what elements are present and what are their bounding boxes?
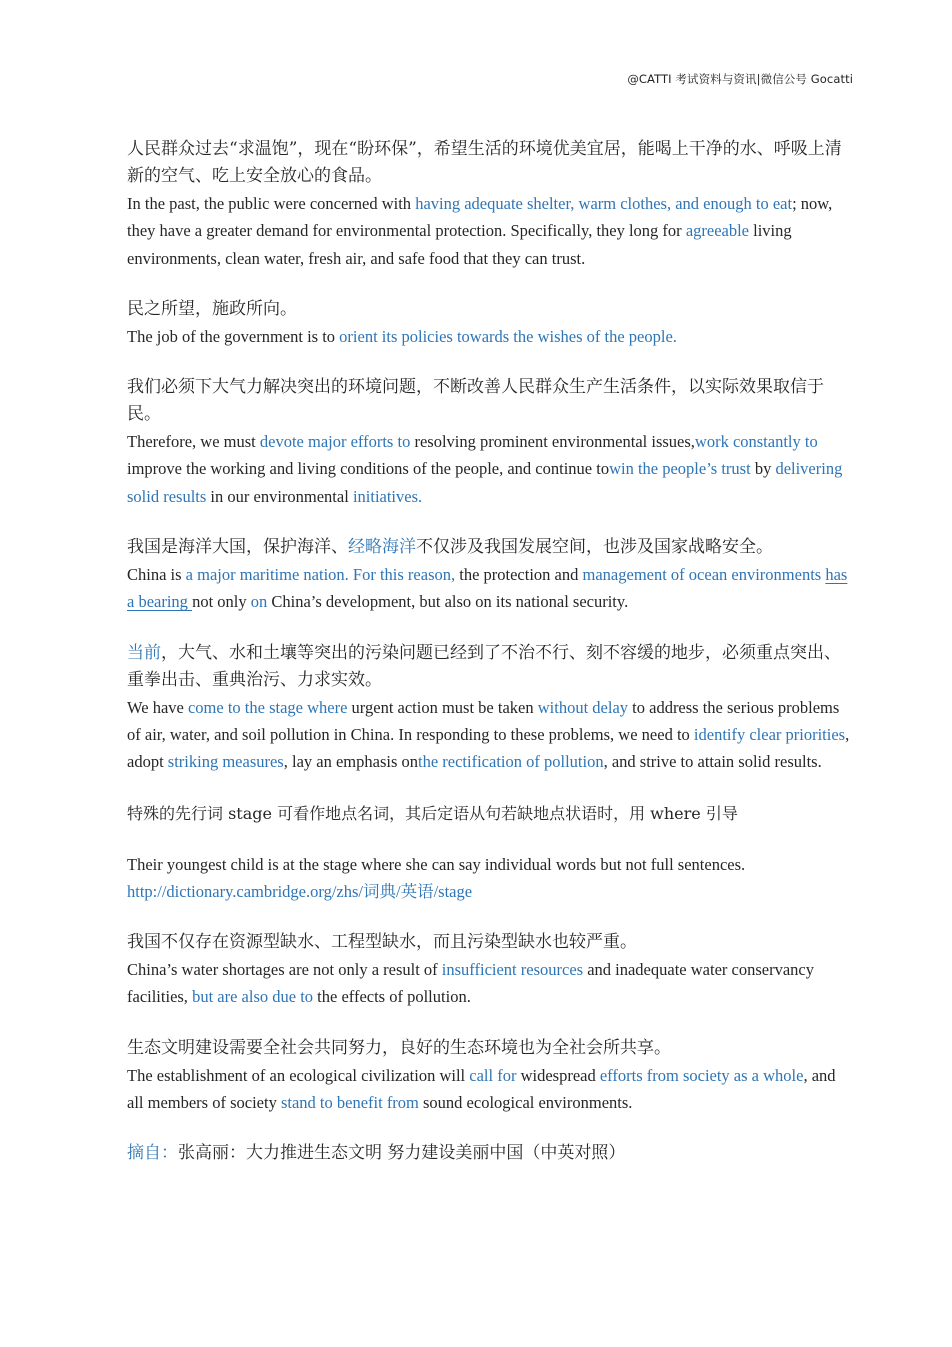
text-run: , adopt [127, 724, 850, 772]
text-run: improve the working and living conditions of the people, and continue to [127, 459, 610, 479]
chinese-text: 生态文明建设需要全社会共同努力，良好的生态环境也为全社会所共享。 [127, 1037, 671, 1058]
text-run: resolving prominent environmental issues, [410, 432, 695, 452]
text-run: The establishment of an ecological civilization will [127, 1065, 470, 1085]
chinese-text: 民之所望，施政所向。 [127, 298, 297, 319]
highlighted-phrase: 经略海洋 [348, 537, 416, 558]
page-header: @CATTI 考试资料与资讯|微信公号 Gocatti [627, 72, 853, 86]
text-run: , lay an emphasis on [283, 752, 418, 772]
chinese-text [127, 640, 855, 694]
source-label: 摘自： [127, 1143, 178, 1164]
dictionary-link[interactable]: http://dictionary.cambridge.org/zhs/词典/英语/stage [127, 881, 473, 901]
highlighted-phrase: having adequate shelter, warm clothes, and enough to eat [415, 194, 793, 213]
english-text [127, 956, 855, 1011]
highlighted-phrase: stand to benefit from [280, 1093, 419, 1113]
english-text [127, 190, 855, 272]
chinese-text: 我们必须下大气力解决突出的环境问题，不断改善人民群众生产生活条件，以实际效果取信于民。 [127, 377, 824, 425]
text-run: Therefore, we must [127, 432, 260, 452]
source-line [127, 1140, 855, 1167]
text-run: by [750, 459, 776, 479]
english-text [127, 1062, 855, 1117]
paragraph-1 [127, 136, 855, 272]
english-text [127, 561, 855, 616]
text-run: urgent action must be taken [347, 697, 538, 717]
highlighted-phrase: the rectification of pollution [418, 752, 604, 772]
paragraph-4 [127, 534, 855, 616]
highlighted-phrase: without delay [537, 697, 629, 717]
text-run: , and all members of society [127, 1065, 836, 1113]
highlighted-phrase: identify clear priorities [693, 724, 846, 744]
source-title: 张高丽：大力推进生态文明 努力建设美丽中国（中英对照） [178, 1143, 626, 1164]
text-run: 我国是海洋大国，保护海洋、 [127, 537, 348, 558]
text-run: China’s development, but also on its national security. [267, 592, 629, 612]
chinese-text [127, 534, 855, 561]
text-run: in our environmental [206, 486, 353, 506]
text-run: , and strive to attain solid results. [603, 752, 822, 772]
highlighted-phrase: 当前 [127, 642, 161, 663]
highlighted-phrase: management of ocean environments [582, 565, 822, 585]
english-text: Their youngest child is at the stage where she can say individual words but not full sentences. [127, 854, 746, 874]
text-run: ，大气、水和土壤等突出的污染问题已经到了不治不行、刻不容缓的地步，必须重点突出、重拳出击、重典治污、力求实效。 [127, 642, 841, 690]
text-run: widespread [516, 1065, 600, 1085]
document-body [127, 136, 855, 1167]
highlighted-phrase: come to the stage where [187, 697, 348, 717]
text-run: We have [127, 697, 188, 717]
highlighted-phrase: orient its policies towards the wishes of the people. [339, 326, 677, 346]
grammar-note: 特殊的先行词 stage 可看作地点名词，其后定语从句若缺地点状语时，用 where 引导 [127, 803, 738, 823]
highlighted-phrase: efforts from society as a whole [599, 1065, 804, 1085]
english-text [127, 323, 855, 350]
text-run: not only [192, 592, 251, 612]
text-run: The job of the government is to [127, 326, 340, 346]
highlighted-phrase: striking measures [167, 752, 284, 772]
text-run: 不仅涉及我国发展空间，也涉及国家战略安全。 [416, 537, 773, 558]
english-text [127, 694, 855, 776]
text-run: to address the serious problems of air, water, and soil pollution in China. In responding to these problems, we need to [127, 697, 840, 744]
text-run: and inadequate water conservancy facilities, [127, 960, 814, 1007]
highlighted-phrase: a major maritime nation. For this reason, [185, 565, 456, 585]
example-sentence [127, 851, 855, 906]
highlighted-phrase: delivering solid results [127, 459, 843, 506]
text-run: ; now, they have a greater demand for environmental protection. Specifically, they long for [127, 194, 833, 241]
text-run: the effects of pollution. [313, 987, 471, 1007]
text-run: China is [127, 565, 186, 585]
paragraph-5 [127, 640, 855, 776]
highlighted-phrase: but are also due to [192, 987, 314, 1007]
highlighted-phrase: initiatives. [352, 486, 423, 506]
paragraph-3 [127, 374, 855, 510]
highlighted-phrase: insufficient resources [441, 960, 584, 980]
highlighted-phrase: agreeable [685, 221, 750, 241]
chinese-text: 我国不仅存在资源型缺水、工程型缺水，而且污染型缺水也较严重。 [127, 932, 637, 953]
highlighted-phrase: work constantly to [694, 432, 818, 452]
underlined-phrase: has a bearing [127, 565, 848, 612]
paragraph-7 [127, 929, 855, 1011]
highlighted-phrase: devote major efforts to [259, 432, 411, 452]
text-run: In the past, the public were concerned with [127, 194, 416, 213]
text-run: the protection and [455, 565, 583, 585]
text-run: China’s water shortages are not only a result of [127, 960, 442, 980]
text-run: sound ecological environments. [418, 1093, 633, 1113]
chinese-text: 人民群众过去“求温饱”，现在“盼环保”，希望生活的环境优美宜居，能喝上干净的水、呼吸上清新的空气、吃上安全放心的食品。 [127, 139, 842, 186]
english-text [127, 428, 855, 510]
text-run: living environments, clean water, fresh air, and safe food that they can trust. [127, 221, 792, 268]
highlighted-phrase: call for [469, 1065, 517, 1085]
paragraph-8 [127, 1035, 855, 1117]
paragraph-2 [127, 296, 855, 350]
highlighted-phrase: win the people’s trust [609, 459, 751, 479]
highlighted-phrase: on [250, 592, 268, 612]
